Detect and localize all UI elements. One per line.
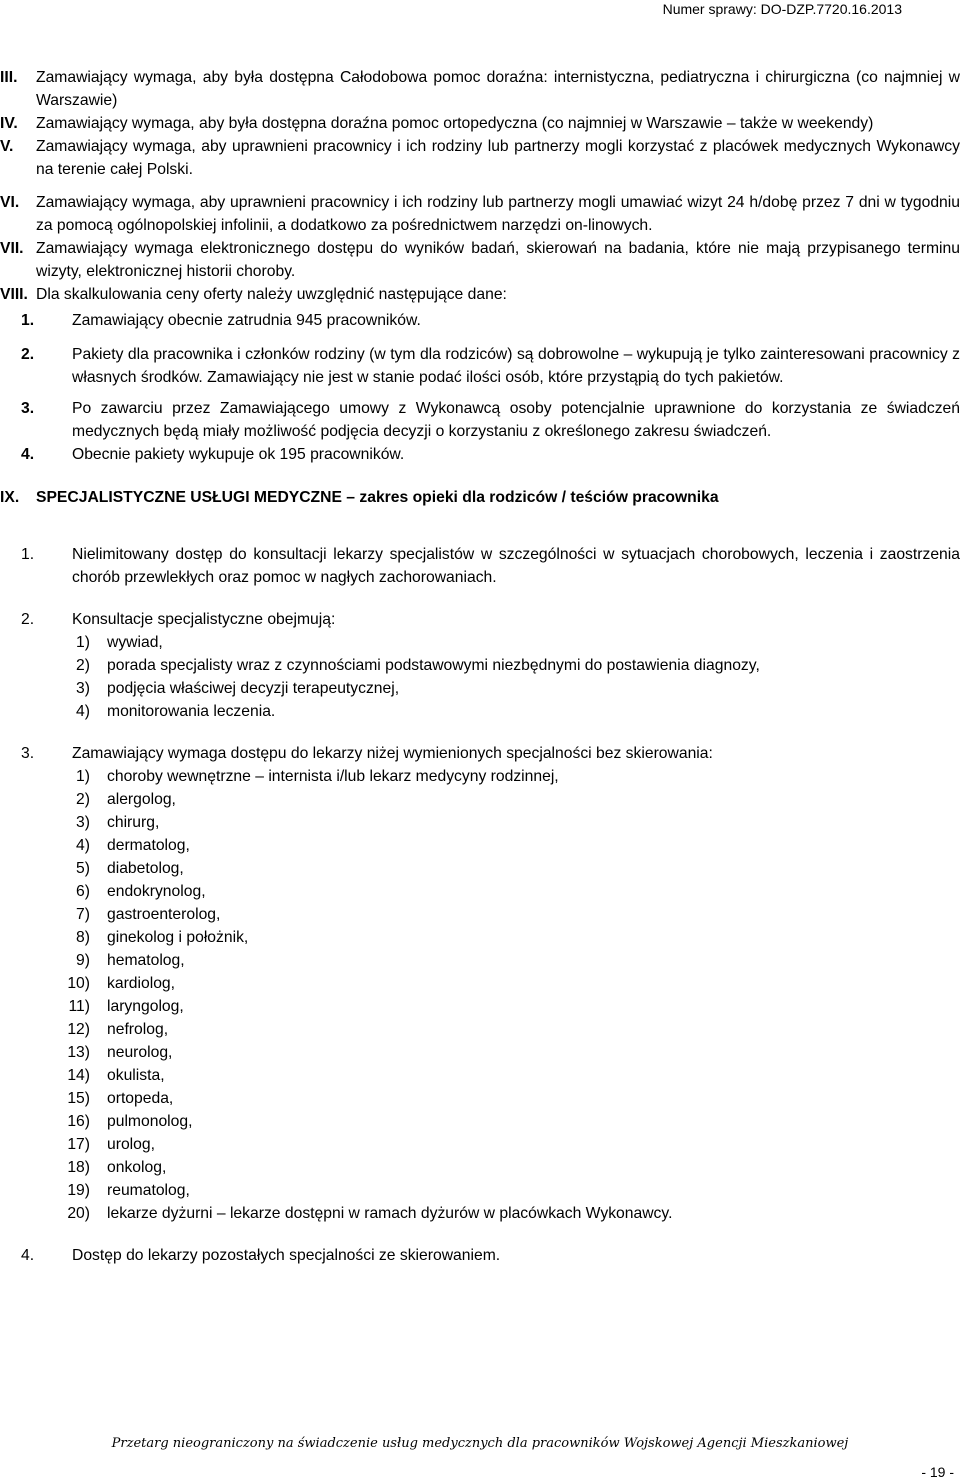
section-text: Zamawiający wymaga elektronicznego dostępu do wyników badań, skierowań na badania, które nie mają przypisanego terminu wizyty, elektronicznej historii choroby. xyxy=(36,240,960,280)
item-number: 14) xyxy=(67,1067,90,1084)
item-number: 3) xyxy=(76,680,90,697)
section-number: VII. xyxy=(0,240,24,257)
item-text: alergolog, xyxy=(107,791,176,808)
item-text: Dostęp do lekarzy pozostałych specjalności ze skierowaniem. xyxy=(72,1247,501,1264)
item-text: gastroenterolog, xyxy=(107,906,221,923)
specialty-item xyxy=(0,1018,960,1041)
document-body xyxy=(0,66,960,1267)
item-text: ginekolog i położnik, xyxy=(107,929,249,946)
item-text: Obecnie pakiety wykupuje ok 195 pracowników. xyxy=(72,446,405,463)
specialty-item xyxy=(0,1064,960,1087)
consultation-item xyxy=(0,631,960,654)
section-text: Zamawiający wymaga, aby była dostępna Całodobowa pomoc doraźna: internistyczna, pediatryczna i chirurgiczna (co najmniej w Warszawie) xyxy=(36,69,960,109)
consultation-item xyxy=(0,700,960,723)
item-number: 4) xyxy=(76,703,90,720)
item-number: 17) xyxy=(67,1136,90,1153)
ix-item-2 xyxy=(0,608,960,631)
item-text: chirurg, xyxy=(107,814,160,831)
specialty-item xyxy=(0,1202,960,1225)
viii-item-4 xyxy=(0,443,960,466)
section-text: Dla skalkulowania ceny oferty należy uwzględnić następujące dane: xyxy=(36,286,507,303)
specialty-item xyxy=(0,834,960,857)
item-number: 3. xyxy=(21,745,35,762)
specialty-item xyxy=(0,880,960,903)
specialty-item xyxy=(0,1110,960,1133)
section-vii xyxy=(0,237,960,283)
specialty-item xyxy=(0,1133,960,1156)
item-number: 5) xyxy=(76,860,90,877)
specialty-item xyxy=(0,765,960,788)
specialties-list xyxy=(0,765,960,1225)
item-text: nefrolog, xyxy=(107,1021,169,1038)
footer-text: Przetarg nieograniczony na świadczenie usług medycznych dla pracowników Wojskowej Agencji Mieszkaniowej xyxy=(111,1436,849,1451)
item-text: dermatolog, xyxy=(107,837,190,854)
item-number: 4. xyxy=(21,446,35,463)
item-number: 7) xyxy=(76,906,90,923)
item-text: podjęcia właściwej decyzji terapeutycznej, xyxy=(107,680,400,697)
item-text: onkolog, xyxy=(107,1159,167,1176)
specialty-item xyxy=(0,1156,960,1179)
specialty-item xyxy=(0,788,960,811)
item-number: 3) xyxy=(76,814,90,831)
section-v xyxy=(0,135,960,181)
item-number: 2) xyxy=(76,791,90,808)
section-number: V. xyxy=(0,138,14,155)
specialty-item xyxy=(0,1087,960,1110)
consultation-item xyxy=(0,654,960,677)
viii-item-1 xyxy=(0,309,960,332)
item-number: 18) xyxy=(67,1159,90,1176)
item-number: 8) xyxy=(76,929,90,946)
item-text: pulmonolog, xyxy=(107,1113,193,1130)
item-number: 1) xyxy=(76,634,90,651)
item-text: monitorowania leczenia. xyxy=(107,703,276,720)
section-title: SPECJALISTYCZNE USŁUGI MEDYCZNE – zakres opieki dla rodziców / teściów pracownika xyxy=(36,489,719,506)
item-text: laryngolog, xyxy=(107,998,184,1015)
item-number: 1) xyxy=(76,768,90,785)
viii-item-2 xyxy=(0,343,960,389)
item-number: 15) xyxy=(67,1090,90,1107)
section-number: IV. xyxy=(0,115,18,132)
section-iv xyxy=(0,112,960,135)
ix-item-1 xyxy=(0,543,960,589)
item-text: Po zawarciu przez Zamawiającego umowy z Wykonawcą osoby potencjalnie uprawnione do korzystania ze świadczeń medycznych będą miały możliwość podjęcia decyzji o korzystaniu z określonego zakresu świadczeń. xyxy=(72,400,960,440)
item-text: kardiolog, xyxy=(107,975,176,992)
item-number: 1. xyxy=(21,546,35,563)
ix-item-3 xyxy=(0,742,960,765)
ix-item-4 xyxy=(0,1244,960,1267)
item-text: Nielimitowany dostęp do konsultacji lekarzy specjalistów w szczególności w sytuacjach chorobowych, leczenia i zaostrzenia chorób przewlekłych oraz pomoc w nagłych zachorowaniach. xyxy=(72,546,960,586)
consultation-item xyxy=(0,677,960,700)
item-number: 12) xyxy=(67,1021,90,1038)
specialty-item xyxy=(0,857,960,880)
item-number: 1. xyxy=(21,312,35,329)
item-number: 13) xyxy=(67,1044,90,1061)
item-number: 4. xyxy=(21,1247,35,1264)
item-number: 2) xyxy=(76,657,90,674)
item-text: wywiad, xyxy=(107,634,163,651)
specialty-item xyxy=(0,972,960,995)
item-text: choroby wewnętrzne – internista i/lub lekarz medycyny rodzinnej, xyxy=(107,768,559,785)
item-text: ortopeda, xyxy=(107,1090,174,1107)
item-number: 4) xyxy=(76,837,90,854)
item-text: diabetolog, xyxy=(107,860,184,877)
specialty-item xyxy=(0,995,960,1018)
section-vi xyxy=(0,191,960,237)
specialty-item xyxy=(0,1179,960,1202)
section-iii xyxy=(0,66,960,112)
item-number: 10) xyxy=(67,975,90,992)
section-number: IX. xyxy=(0,489,20,506)
section-text: Zamawiający wymaga, aby była dostępna doraźna pomoc ortopedyczna (co najmniej w Warszawie – także w weekendy) xyxy=(36,115,874,132)
consultations-list xyxy=(0,631,960,723)
specialty-item xyxy=(0,949,960,972)
item-text: porada specjalisty wraz z czynnościami podstawowymi niezbędnymi do postawienia diagnozy, xyxy=(107,657,760,674)
section-viii xyxy=(0,283,960,306)
specialty-item xyxy=(0,811,960,834)
item-text: Zamawiający obecnie zatrudnia 945 pracowników. xyxy=(72,312,421,329)
section-ix-heading xyxy=(0,486,960,509)
item-text: reumatolog, xyxy=(107,1182,190,1199)
specialty-item xyxy=(0,926,960,949)
section-number: VI. xyxy=(0,194,20,211)
item-text: Pakiety dla pracownika i członków rodziny (w tym dla rodziców) są dobrowolne – wykupują je tylko zainteresowani pracownicy z własnych środków. Zamawiający nie jest w stanie podać ilości osób, które przystąpią do tych pakietów. xyxy=(72,346,960,386)
item-text: Zamawiający wymaga dostępu do lekarzy niżej wymienionych specjalności bez skierowania: xyxy=(72,745,713,762)
item-number: 20) xyxy=(67,1205,90,1222)
specialty-item xyxy=(0,1041,960,1064)
case-number-header: Numer sprawy: DO-DZP.7720.16.2013 xyxy=(662,1,902,17)
viii-item-3 xyxy=(0,397,960,443)
item-text: Konsultacje specjalistyczne obejmują: xyxy=(72,611,336,628)
specialty-item xyxy=(0,903,960,926)
item-number: 11) xyxy=(68,998,90,1015)
item-number: 3. xyxy=(21,400,35,417)
item-number: 19) xyxy=(67,1182,90,1199)
item-text: lekarze dyżurni – lekarze dostępni w ramach dyżurów w placówkach Wykonawcy. xyxy=(107,1205,673,1222)
item-number: 2. xyxy=(21,611,35,628)
item-number: 2. xyxy=(21,346,35,363)
section-number: III. xyxy=(0,69,18,86)
item-text: hematolog, xyxy=(107,952,185,969)
section-text: Zamawiający wymaga, aby uprawnieni pracownicy i ich rodziny lub partnerzy mogli korzystać z placówek medycznych Wykonawcy na terenie całej Polski. xyxy=(36,138,960,178)
item-number: 16) xyxy=(67,1113,90,1130)
page-number: - 19 - xyxy=(921,1464,954,1480)
item-text: urolog, xyxy=(107,1136,155,1153)
section-text: Zamawiający wymaga, aby uprawnieni pracownicy i ich rodziny lub partnerzy mogli umawiać wizyt 24 h/dobę przez 7 dni w tygodniu za pomocą ogólnopolskiej infolinii, a dodatkowo za pośrednictwem narzędzi on-linowych. xyxy=(36,194,960,234)
item-text: okulista, xyxy=(107,1067,165,1084)
section-number: VIII. xyxy=(0,286,28,303)
item-text: endokrynolog, xyxy=(107,883,206,900)
item-number: 9) xyxy=(76,952,90,969)
item-number: 6) xyxy=(76,883,90,900)
item-text: neurolog, xyxy=(107,1044,173,1061)
